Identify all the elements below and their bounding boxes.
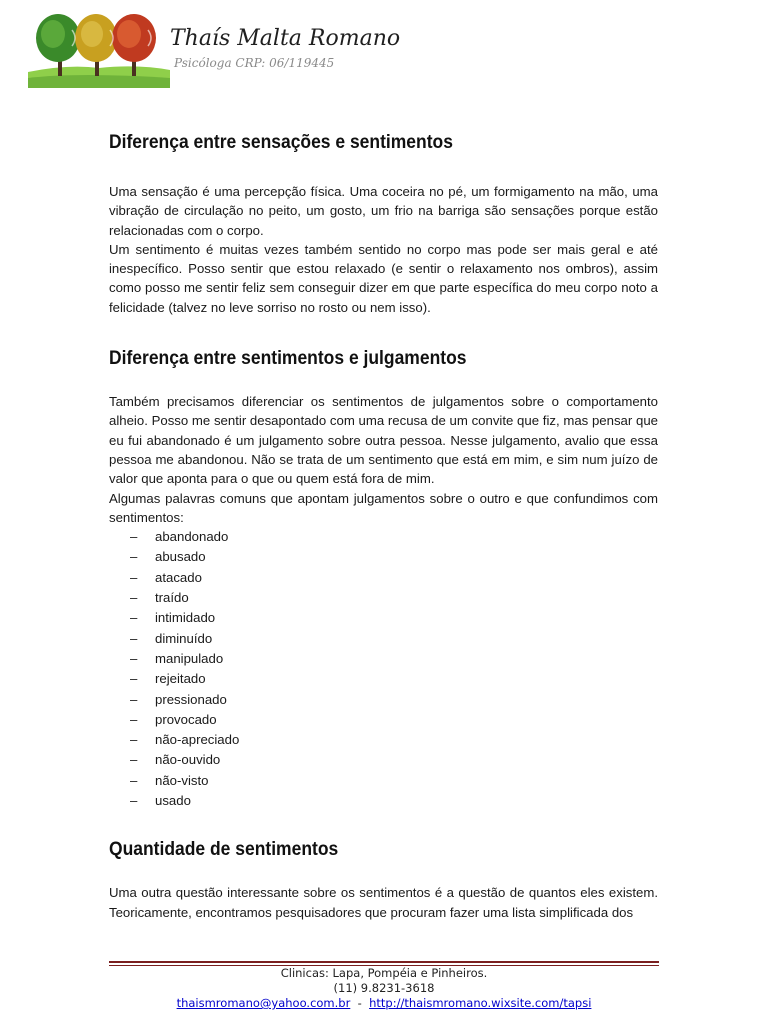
section-title: Diferença entre sensações e sentimentos xyxy=(109,132,453,153)
list-item-text: abandonado xyxy=(155,529,229,545)
list-item xyxy=(130,588,658,608)
list-item-text: diminuído xyxy=(155,630,213,646)
list-dash: – xyxy=(130,671,138,687)
list-dash: – xyxy=(130,630,138,646)
list-dash: – xyxy=(130,711,138,727)
list-item-text: intimidado xyxy=(155,610,216,626)
list-item xyxy=(130,527,658,547)
list-dash: – xyxy=(130,650,138,666)
footer-clinics: Clinicas: Lapa, Pompéia e Pinheiros. xyxy=(280,966,488,980)
list-dash: – xyxy=(130,793,138,809)
list-item xyxy=(130,649,658,669)
list-dash: – xyxy=(130,772,138,788)
judgment-word-list xyxy=(109,527,658,811)
list-item-text: traído xyxy=(155,590,189,606)
list-item xyxy=(130,690,658,710)
list-dash: – xyxy=(130,752,138,768)
list-item xyxy=(130,547,658,567)
list-item-text: abusado xyxy=(155,549,206,565)
footer-separator: - xyxy=(357,996,362,1010)
document-body xyxy=(109,132,658,922)
list-item-text: não-apreciado xyxy=(155,732,240,748)
list-item-text: rejeitado xyxy=(155,671,206,687)
section-title: Diferença entre sentimentos e julgamentos xyxy=(109,348,467,370)
list-item xyxy=(130,710,658,730)
list-item-text: pressionado xyxy=(155,691,227,707)
tree-logo xyxy=(28,10,170,88)
list-item-text: não-visto xyxy=(155,772,209,788)
list-dash: – xyxy=(130,590,138,606)
list-dash: – xyxy=(130,610,138,626)
list-item xyxy=(130,791,658,811)
letterhead xyxy=(28,10,428,90)
list-item-text: manipulado xyxy=(155,650,224,666)
list-item xyxy=(130,771,658,791)
list-item xyxy=(130,669,658,689)
list-item xyxy=(130,730,658,750)
list-dash: – xyxy=(130,549,138,565)
list-item xyxy=(130,568,658,588)
list-item-text: provocado xyxy=(155,711,217,727)
paragraph: Também precisamos diferenciar os sentimentos de julgamentos sobre o comportamento alheio. Posso me sentir desapontado com uma recusa de um convite que fiz, mas pensar que eu fui abandonado é um julgamento sobre outra pessoa. Nesse julgamento, avalio que essa pessoa me abandonou. Não se trata de um sentimento que está em mim, e sim num juízo de valor que aponta para o que ou quem está fora de mim. xyxy=(109,394,658,487)
list-item-text: usado xyxy=(155,793,191,809)
paragraph: Um sentimento é muitas vezes também sentido no corpo mas pode ser mais geral e até inespecífico. Posso sentir que estou relaxado (e sentir o relaxamento nos ombros), assim como posso me sentir feliz sem conseguir dizer em que parte específica do meu corpo noto a felicidade (talvez no leve sorriso no rosto ou nem isso). xyxy=(109,241,658,315)
list-item xyxy=(130,629,658,649)
website-link[interactable]: http://thaismromano.wixsite.com/tapsi xyxy=(369,996,592,1010)
author-name: Thaís Malta Romano xyxy=(170,26,401,51)
list-dash: – xyxy=(130,732,138,748)
list-dash: – xyxy=(130,691,138,707)
author-credential: Psicóloga CRP: 06/119445 xyxy=(174,56,335,70)
paragraph: Uma sensação é uma percepção física. Uma coceira no pé, um formigamento na mão, uma vibração de circulação no peito, um gosto, um frio na barriga são sensações porque estão relacionadas com o corpo. xyxy=(109,184,658,238)
paragraph: Uma outra questão interessante sobre os sentimentos é a questão de quantos eles existem. Teoricamente, encontramos pesquisadores que procuram fazer uma lista simplificada dos xyxy=(109,885,658,920)
section-title: Quantidade de sentimentos xyxy=(109,839,339,861)
list-item xyxy=(130,608,658,628)
paragraph: Algumas palavras comuns que apontam julgamentos sobre o outro e que confundimos com sentimentos: xyxy=(109,490,658,525)
list-item-text: atacado xyxy=(155,569,202,585)
footer-phone: (11) 9.8231-3618 xyxy=(333,981,435,995)
email-link[interactable]: thaismromano@yahoo.com.br xyxy=(176,996,351,1010)
footer-divider xyxy=(109,961,659,963)
list-item xyxy=(130,750,658,770)
list-dash: – xyxy=(130,569,138,585)
footer xyxy=(0,966,768,1011)
footer-links xyxy=(0,996,768,1011)
list-dash: – xyxy=(130,529,138,545)
list-item-text: não-ouvido xyxy=(155,752,221,768)
